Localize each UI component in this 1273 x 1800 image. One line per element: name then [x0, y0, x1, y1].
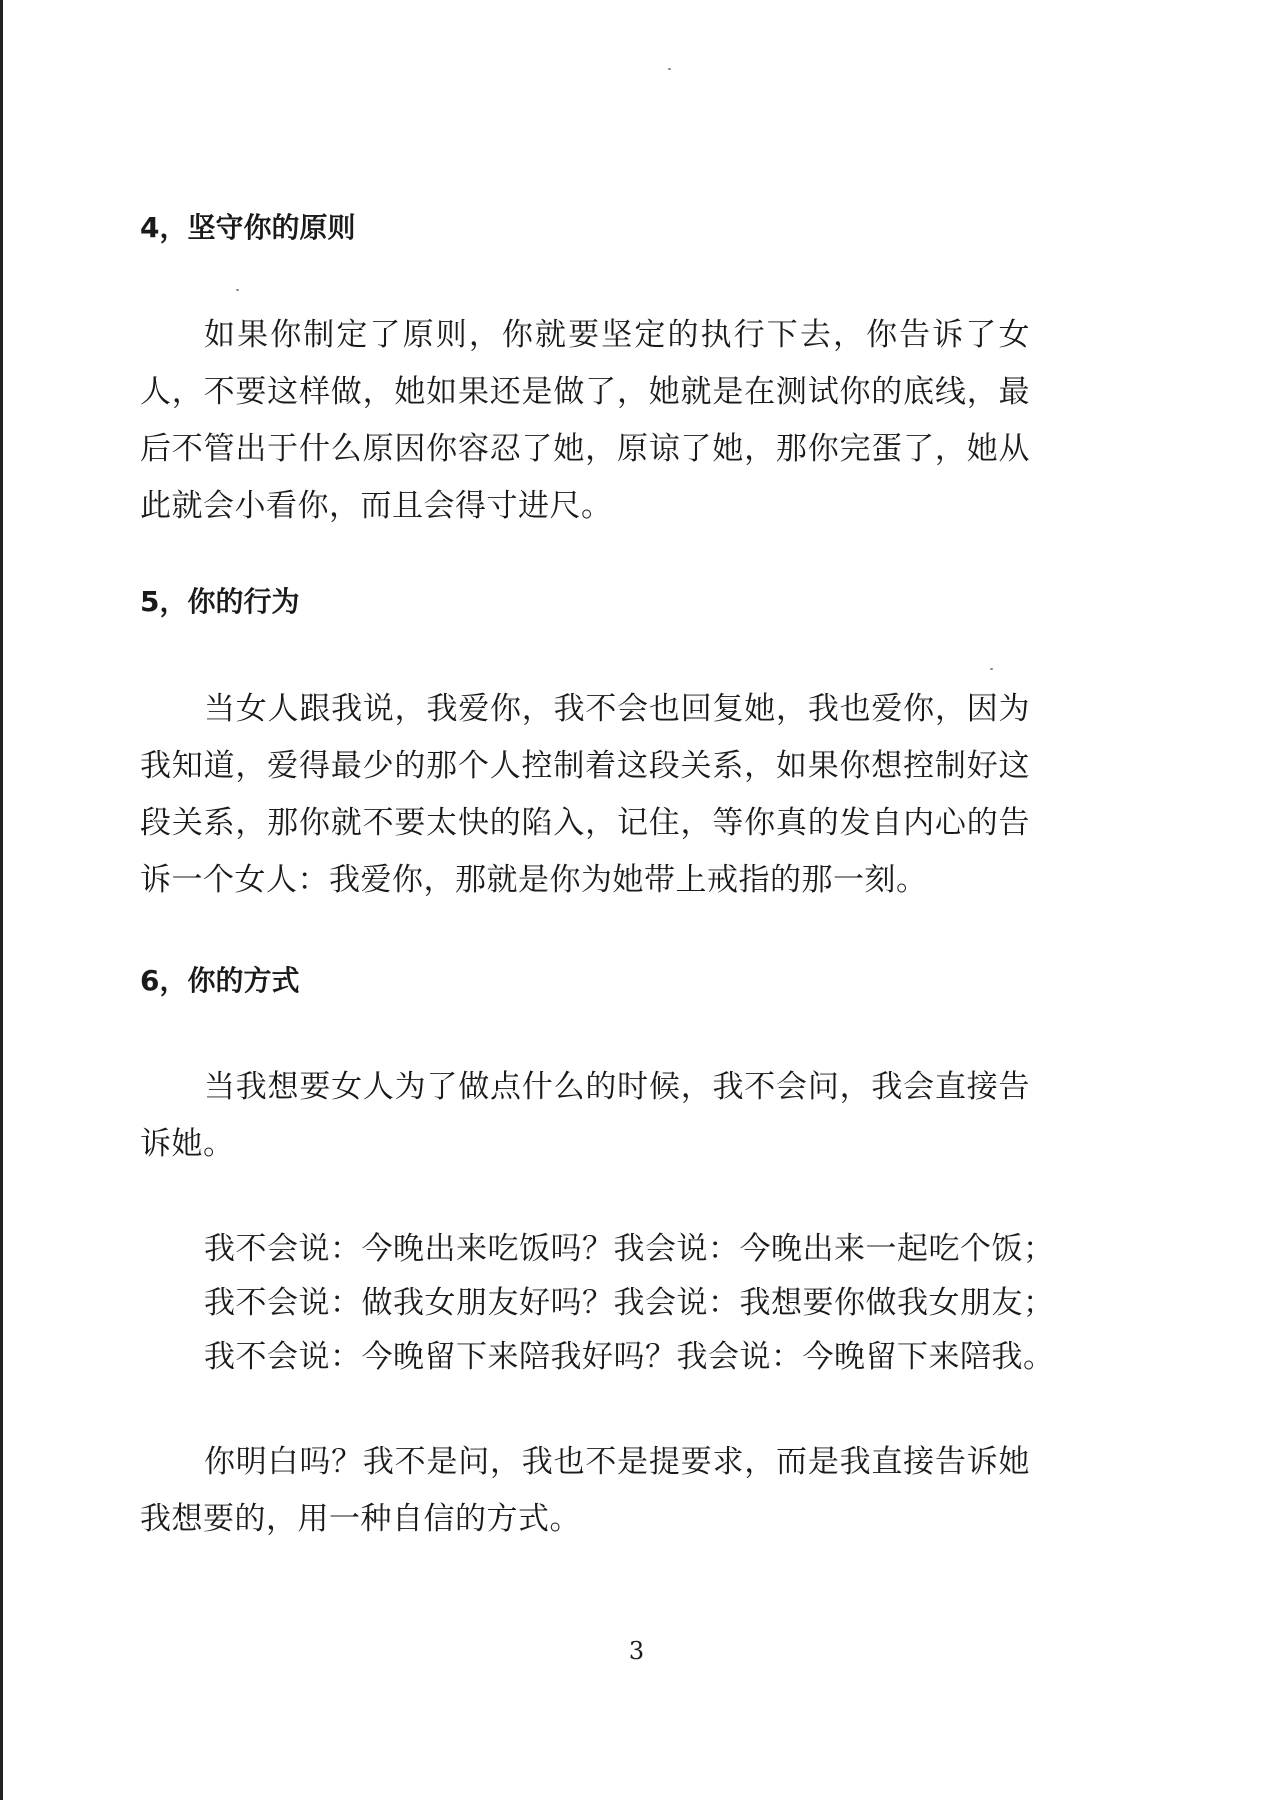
section-5-paragraph: 当女人跟我说，我爱你，我不会也回复她，我也爱你，因为我知道，爱得最少的那个人控制着这段关系，如果你想控制好这段关系，那你就不要太快的陷入，记住，等你真的发自内心的告诉一个女人：我爱你，那就是你为她带上戒指的那一刻。: [140, 691, 1030, 898]
example-line-3: 我不会说：今晚留下来陪我好吗？我会说：今晚留下来陪我。: [204, 1339, 1055, 1375]
section-heading-6: 6，你的方式: [140, 964, 300, 997]
page-number: 3: [628, 1637, 645, 1665]
section-4-paragraph: 如果你制定了原则，你就要坚定的执行下去，你告诉了女人，不要这样做，她如果还是做了，她就是在测试你的底线，最后不管出于什么原因你容忍了她，原谅了她，那你完蛋了，她从此就会小看你，而且会得寸进尺。: [140, 317, 1030, 524]
scan-speck: [990, 668, 993, 670]
section-6-closing: 你明白吗？我不是问，我也不是提要求，而是我直接告诉她我想要的，用一种自信的方式。: [140, 1444, 1030, 1537]
scan-speck: [668, 68, 671, 70]
scan-speck: [236, 289, 239, 291]
example-line-1: 我不会说：今晚出来吃饭吗？我会说：今晚出来一起吃个饭；: [204, 1231, 1055, 1267]
scan-left-edge: [0, 0, 3, 1800]
section-6-paragraph: 当我想要女人为了做点什么的时候，我不会问，我会直接告诉她。: [140, 1069, 1030, 1162]
example-line-2: 我不会说：做我女朋友好吗？我会说：我想要你做我女朋友；: [204, 1285, 1055, 1321]
section-heading-5: 5，你的行为: [140, 585, 300, 618]
section-heading-4: 4，坚守你的原则: [140, 211, 356, 244]
